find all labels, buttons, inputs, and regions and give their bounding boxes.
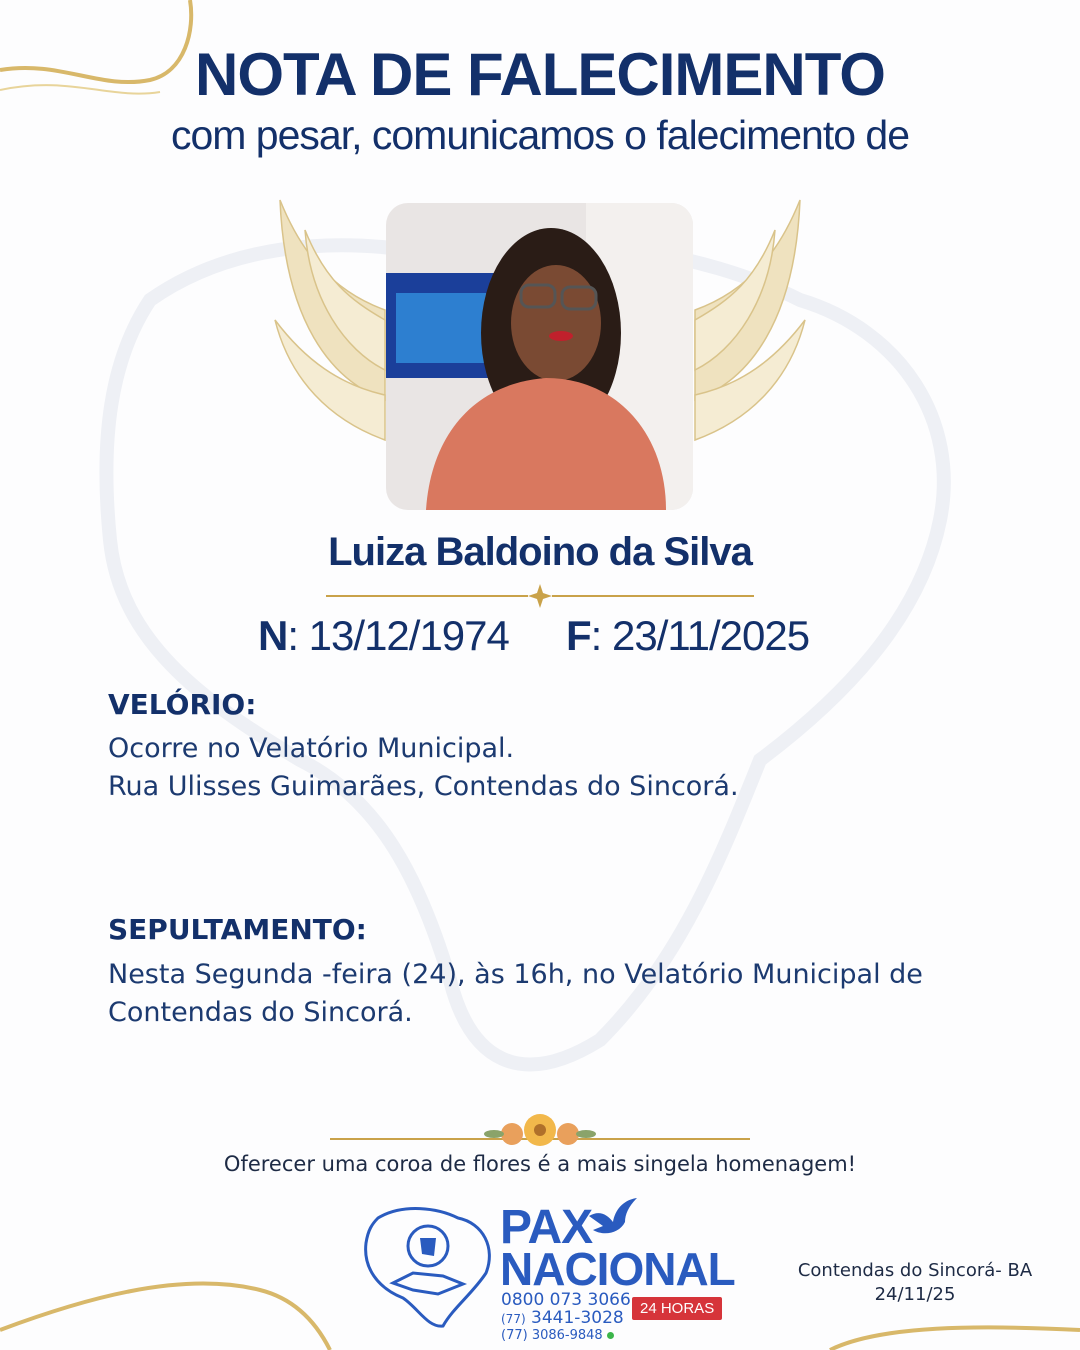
- birth-date-line: [258, 612, 509, 660]
- page-title: NOTA DE FALECIMENTO: [195, 41, 885, 108]
- velorio-line-2: Rua Ulisses Guimarães, Contendas do Sincorá.: [108, 771, 739, 802]
- location-label: Contendas do Sincorá- BA: [797, 1260, 1033, 1281]
- phone-whatsapp-number: (77) 3086-9848: [501, 1328, 603, 1343]
- flower-divider: [330, 1114, 750, 1146]
- right-wing-icon: [695, 200, 805, 440]
- sepultamento-line-1: Nesta Segunda -feira (24), às 16h, no Velatório Municipal de: [108, 959, 923, 990]
- velorio-line-1: Ocorre no Velatório Municipal.: [108, 733, 515, 764]
- portrait-photo: [386, 203, 693, 510]
- hours-badge: 24 HORAS: [632, 1297, 722, 1320]
- velorio-text: [108, 730, 988, 806]
- pax-nacional-logo-icon: [358, 1198, 498, 1330]
- death-date-line: [566, 612, 809, 660]
- gold-swirl-bottom-left: [0, 1284, 330, 1350]
- notice-date: 24/11/25: [874, 1284, 956, 1305]
- birth-date: : 13/12/1974: [287, 612, 509, 659]
- phone-local: [501, 1308, 624, 1328]
- page-subtitle: com pesar, comunicamos o falecimento de: [170, 112, 910, 158]
- left-wing-icon: [275, 200, 385, 440]
- sepultamento-text: [108, 956, 988, 1032]
- velorio-heading: VELÓRIO:: [108, 688, 257, 721]
- birth-label: N: [258, 612, 288, 659]
- name-divider: [326, 584, 754, 608]
- sepultamento-heading: SEPULTAMENTO:: [108, 913, 367, 946]
- gold-swirl-bottom-right: [830, 1327, 1080, 1350]
- brand-name-line-2: NACIONAL: [500, 1243, 735, 1295]
- brand-name-line-1: PAX: [500, 1201, 593, 1254]
- death-date: : 23/11/2025: [590, 612, 810, 659]
- tagline: Oferecer uma coroa de flores é a mais singela homenagem!: [223, 1152, 857, 1176]
- phone-local-number: 3441-3028: [531, 1308, 624, 1328]
- deceased-name: Luiza Baldoino da Silva: [328, 530, 752, 574]
- phone-whatsapp: [501, 1328, 614, 1343]
- dove-icon: [585, 1196, 641, 1240]
- sepultamento-line-2: Contendas do Sincorá.: [108, 997, 413, 1028]
- death-label: F: [566, 612, 591, 659]
- phone-local-prefix: (77): [501, 1312, 526, 1326]
- phone-tollfree: 0800 073 3066: [501, 1290, 631, 1310]
- whatsapp-icon: [607, 1332, 614, 1339]
